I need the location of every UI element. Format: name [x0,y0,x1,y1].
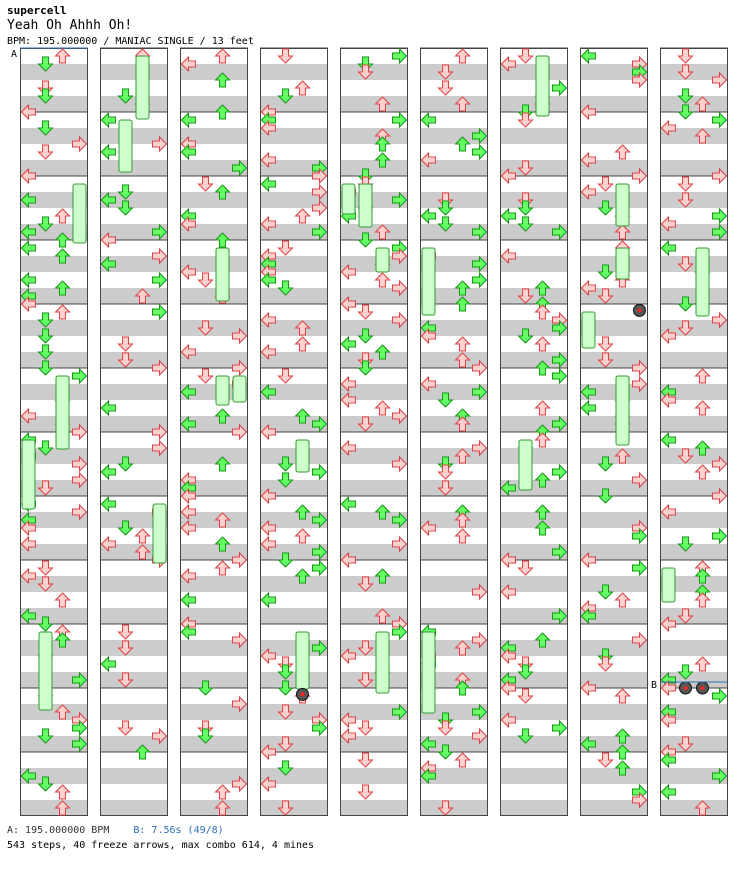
beat-stripe [20,640,88,656]
beat-stripe [20,256,88,272]
beat-stripe [260,672,328,688]
beat-stripe [20,320,88,336]
beat-stripe [420,96,488,112]
chart-stats: 543 steps, 40 freeze arrows, max combo 614, 4 mines [7,840,315,851]
beat-stripe [420,480,488,496]
beat-stripe [180,800,248,816]
beat-stripe [340,128,408,144]
freeze-arrow [342,184,355,214]
beat-stripe [100,96,168,112]
beat-stripe [260,800,328,816]
beat-stripe [500,128,568,144]
freeze-arrow [616,248,629,279]
beat-stripe [180,448,248,464]
freeze-arrow [136,56,149,119]
beat-stripe [100,64,168,80]
freeze-arrow [582,312,595,348]
beat-stripe [180,736,248,752]
beat-stripe [340,64,408,80]
beat-stripe [660,416,728,432]
beat-stripe [660,256,728,272]
freeze-arrow [153,504,166,563]
freeze-arrow [519,440,532,490]
freeze-arrow [119,120,132,172]
beat-stripe [20,800,88,816]
beat-stripe [260,576,328,592]
freeze-arrow [616,376,629,445]
beat-stripe [340,768,408,784]
freeze-arrow [56,376,69,449]
beat-stripe [660,96,728,112]
freeze-arrow [73,184,86,243]
beat-stripe [20,64,88,80]
freeze-arrow [376,248,389,272]
beat-stripe [340,480,408,496]
beat-stripe [180,288,248,304]
chart-meta: BPM: 195.000000 / MANIAC SINGLE / 13 feet [7,36,254,47]
beat-stripe [20,352,88,368]
freeze-arrow [359,184,372,227]
beat-stripe [500,288,568,304]
beat-stripe [420,416,488,432]
beat-stripe [580,256,648,272]
beat-stripe [180,96,248,112]
beat-stripe [500,512,568,528]
mine-core [684,686,688,690]
beat-stripe [420,800,488,816]
bpm-b-label: B: 7.56s (49/8) [133,825,224,836]
bpm-a-label: A: 195.000000 BPM [7,825,110,836]
beat-stripe [580,448,648,464]
freeze-arrow [216,248,229,301]
beat-stripe [260,608,328,624]
beat-stripe [500,448,568,464]
beat-stripe [100,768,168,784]
freeze-arrow [422,248,435,315]
beat-stripe [580,768,648,784]
freeze-arrow [422,632,435,713]
beat-stripe [100,288,168,304]
freeze-arrow [376,632,389,693]
beat-stripe [100,640,168,656]
beat-stripe [340,224,408,240]
song-title: Yeah Oh Ahhh Oh! [7,18,133,33]
freeze-arrow [216,376,229,405]
beat-stripe [260,64,328,80]
beat-stripe [660,352,728,368]
beat-stripe [100,384,168,400]
beat-stripe [660,192,728,208]
freeze-arrow [536,56,549,116]
freeze-arrow [296,632,309,689]
beat-stripe [180,192,248,208]
beat-stripe [420,608,488,624]
bpm-legend [7,825,224,837]
beat-stripe [100,672,168,688]
marker-b: B [651,680,658,691]
beat-stripe [660,640,728,656]
beat-stripe [420,544,488,560]
beat-stripe [100,576,168,592]
beat-stripe [260,448,328,464]
beat-stripe [100,480,168,496]
beat-stripe [340,160,408,176]
beat-stripe [180,672,248,688]
beat-stripe [500,736,568,752]
freeze-arrow [616,184,629,226]
beat-stripe [580,224,648,240]
beat-stripe [340,576,408,592]
beat-stripe [100,320,168,336]
beat-stripe [340,672,408,688]
freeze-arrow [662,568,675,602]
beat-stripe [340,96,408,112]
mine-core [701,686,705,690]
freeze-arrow [296,440,309,472]
freeze-arrow [233,376,246,402]
mine-core [638,308,642,312]
beat-stripe [500,768,568,784]
beat-stripe [500,96,568,112]
beat-stripe [660,288,728,304]
beat-stripe [580,128,648,144]
beat-stripe [420,64,488,80]
beat-stripe [340,352,408,368]
beat-stripe [500,800,568,816]
beat-stripe [660,544,728,560]
beat-stripe [660,800,728,816]
beat-stripe [20,384,88,400]
beat-stripe [100,160,168,176]
marker-a: A [11,49,18,60]
beat-stripe [580,416,648,432]
beat-stripe [340,800,408,816]
beat-stripe [500,384,568,400]
beat-stripe [500,192,568,208]
beat-stripe [100,608,168,624]
freeze-arrow [39,632,52,710]
freeze-arrow [696,248,709,316]
mine-core [301,692,305,696]
freeze-arrow [22,440,35,509]
artist-name: supercell [7,4,67,17]
beat-stripe [260,288,328,304]
beat-stripe [420,192,488,208]
beat-stripe [580,704,648,720]
beat-stripe [100,800,168,816]
beat-stripe [580,576,648,592]
beat-stripe [100,704,168,720]
